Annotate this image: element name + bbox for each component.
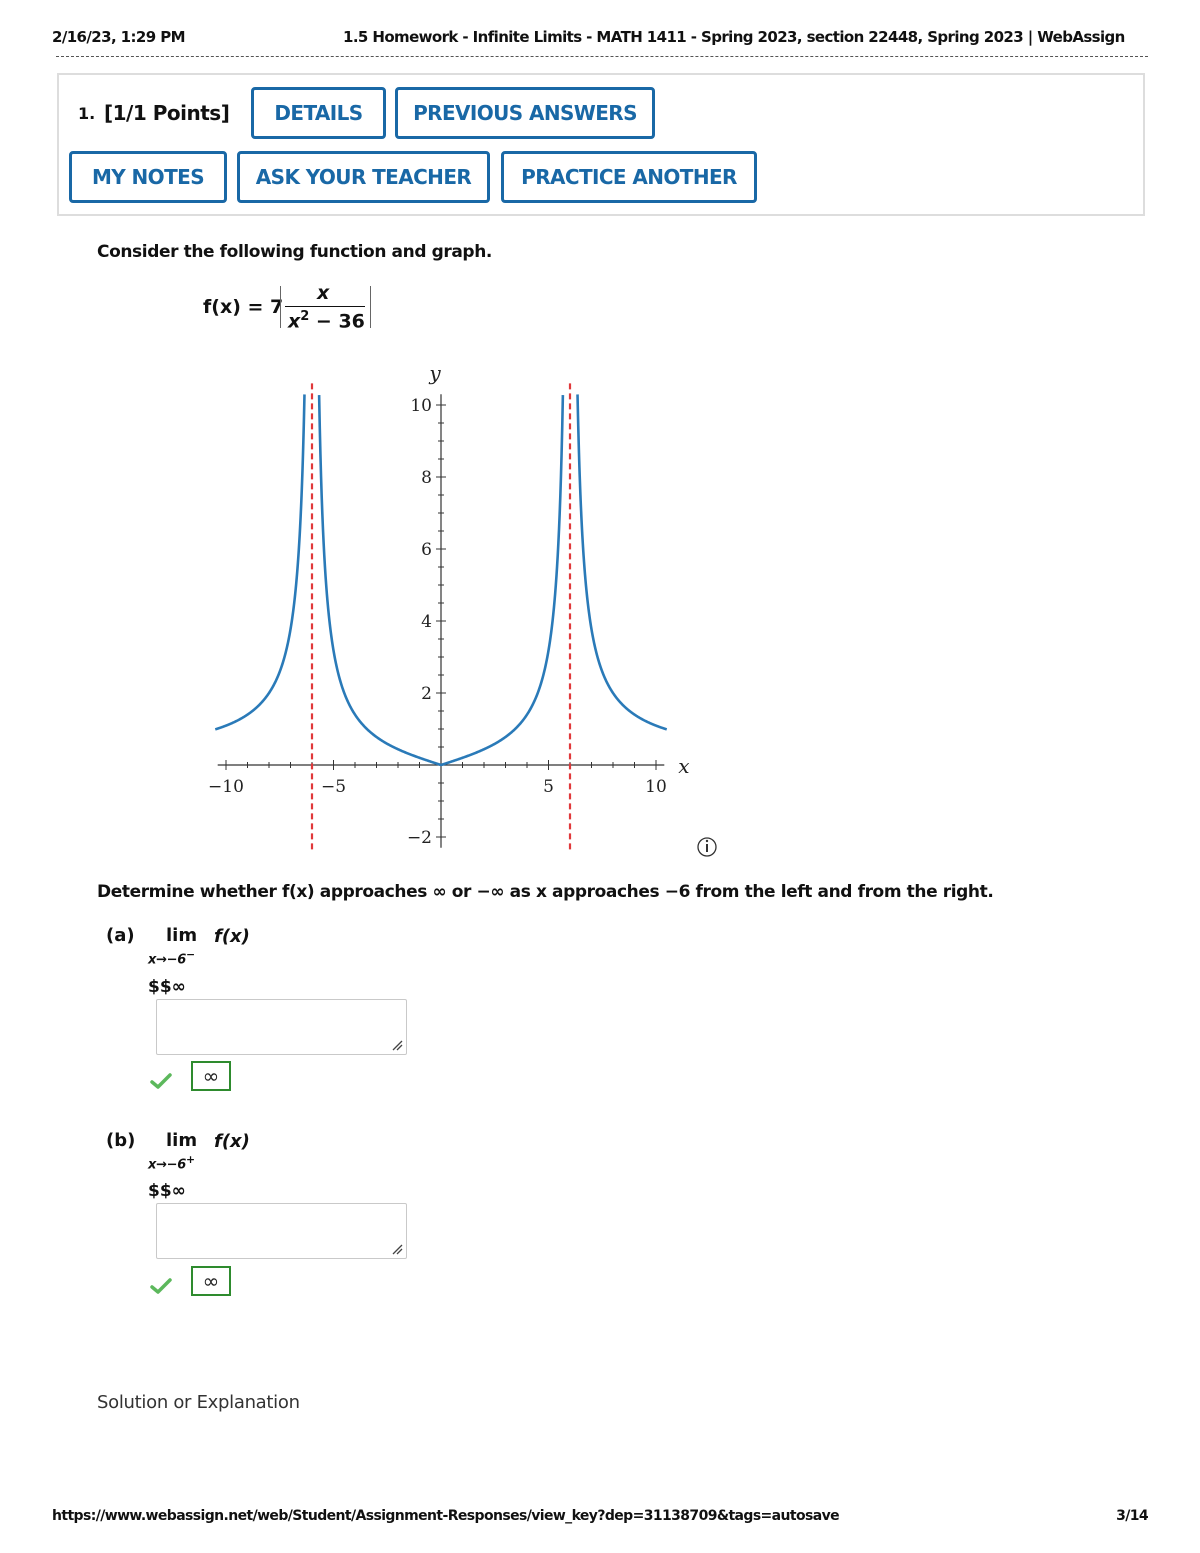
part-b-limit-subscript [148,1153,195,1172]
previous-answers-button[interactable]: PREVIOUS ANSWERS [395,87,655,139]
practice-another-button[interactable]: PRACTICE ANOTHER [501,151,757,203]
x-tick-label: 5 [543,777,554,797]
correct-check-icon [150,1277,172,1295]
correct-check-icon [150,1072,172,1090]
abs-bar-left [280,286,281,328]
print-url: https://www.webassign.net/web/Student/Assignment-Responses/view_key?dep=31138709&tags=autosave [52,1508,840,1524]
part-a-submitted-answer: ∞ [191,1061,231,1091]
question-instruction: Determine whether f(x) approaches ∞ or −∞ as x approaches −6 from the left and from the right. [97,882,994,902]
part-a-limit-subscript [148,948,195,967]
question-points: [1/1 Points] [104,101,230,125]
resize-grip-icon[interactable] [391,1243,403,1255]
x-tick-label: −5 [320,777,347,797]
denominator-rest: − 36 [309,310,365,333]
formula-numerator: x [317,282,330,304]
y-tick-label: 2 [421,684,432,704]
x-axis-label: x [678,754,690,778]
y-tick-label: 4 [421,612,432,632]
print-page-title: 1.5 Homework - Infinite Limits - MATH 1411 - Spring 2023, section 22448, Spring 2023 | WebAssign [343,28,1125,46]
abs-bar-right [370,286,371,328]
question-prompt: Consider the following function and graph. [97,242,492,262]
part-b-label: (b) [106,1130,136,1151]
x-tick-label: 10 [645,777,667,797]
formula-denominator [288,309,365,332]
part-b-fx: f(x) [214,1131,250,1152]
print-datetime: 2/16/23, 1:29 PM [52,28,185,46]
part-a-side: − [186,948,195,961]
y-tick-label: 8 [421,468,432,488]
curve-branch-right [578,394,667,729]
part-b-submitted-answer: ∞ [191,1266,231,1296]
resize-grip-icon[interactable] [391,1039,403,1051]
y-tick-label: −2 [406,828,432,848]
part-a-approach: x→−6 [148,952,187,968]
part-a-answer-textarea[interactable] [156,999,407,1055]
curve-branch-left [215,394,304,729]
details-button[interactable]: DETAILS [251,87,386,139]
part-b-prefill: $$∞ [148,1181,186,1201]
fraction-bar [285,306,365,307]
my-notes-button[interactable]: MY NOTES [69,151,227,203]
part-b-side: + [186,1153,195,1166]
x-tick-label: −10 [208,777,244,797]
part-a-lim: lim [166,925,198,946]
part-b-answer-textarea[interactable] [156,1203,407,1259]
part-b-lim: lim [166,1130,198,1151]
header-divider [56,56,1148,57]
graph-labels [208,361,690,848]
part-b-approach: x→−6 [148,1157,187,1173]
y-tick-label: 6 [421,540,432,560]
question-number: 1. [78,104,96,123]
formula-lhs: f(x) = 7 [203,296,284,318]
y-tick-label: 10 [410,396,432,416]
info-circle-icon[interactable] [698,838,716,856]
y-axis-label: y [429,361,441,386]
part-a-label: (a) [106,925,135,946]
solution-explanation-link[interactable]: Solution or Explanation [97,1392,300,1413]
function-graph [190,360,730,860]
print-page-number: 3/14 [1116,1508,1148,1524]
denominator-exponent: 2 [300,309,310,324]
denominator-base: x [288,310,301,333]
ask-your-teacher-button[interactable]: ASK YOUR TEACHER [237,151,490,203]
part-a-fx: f(x) [214,926,250,947]
part-a-prefill: $$∞ [148,977,186,997]
